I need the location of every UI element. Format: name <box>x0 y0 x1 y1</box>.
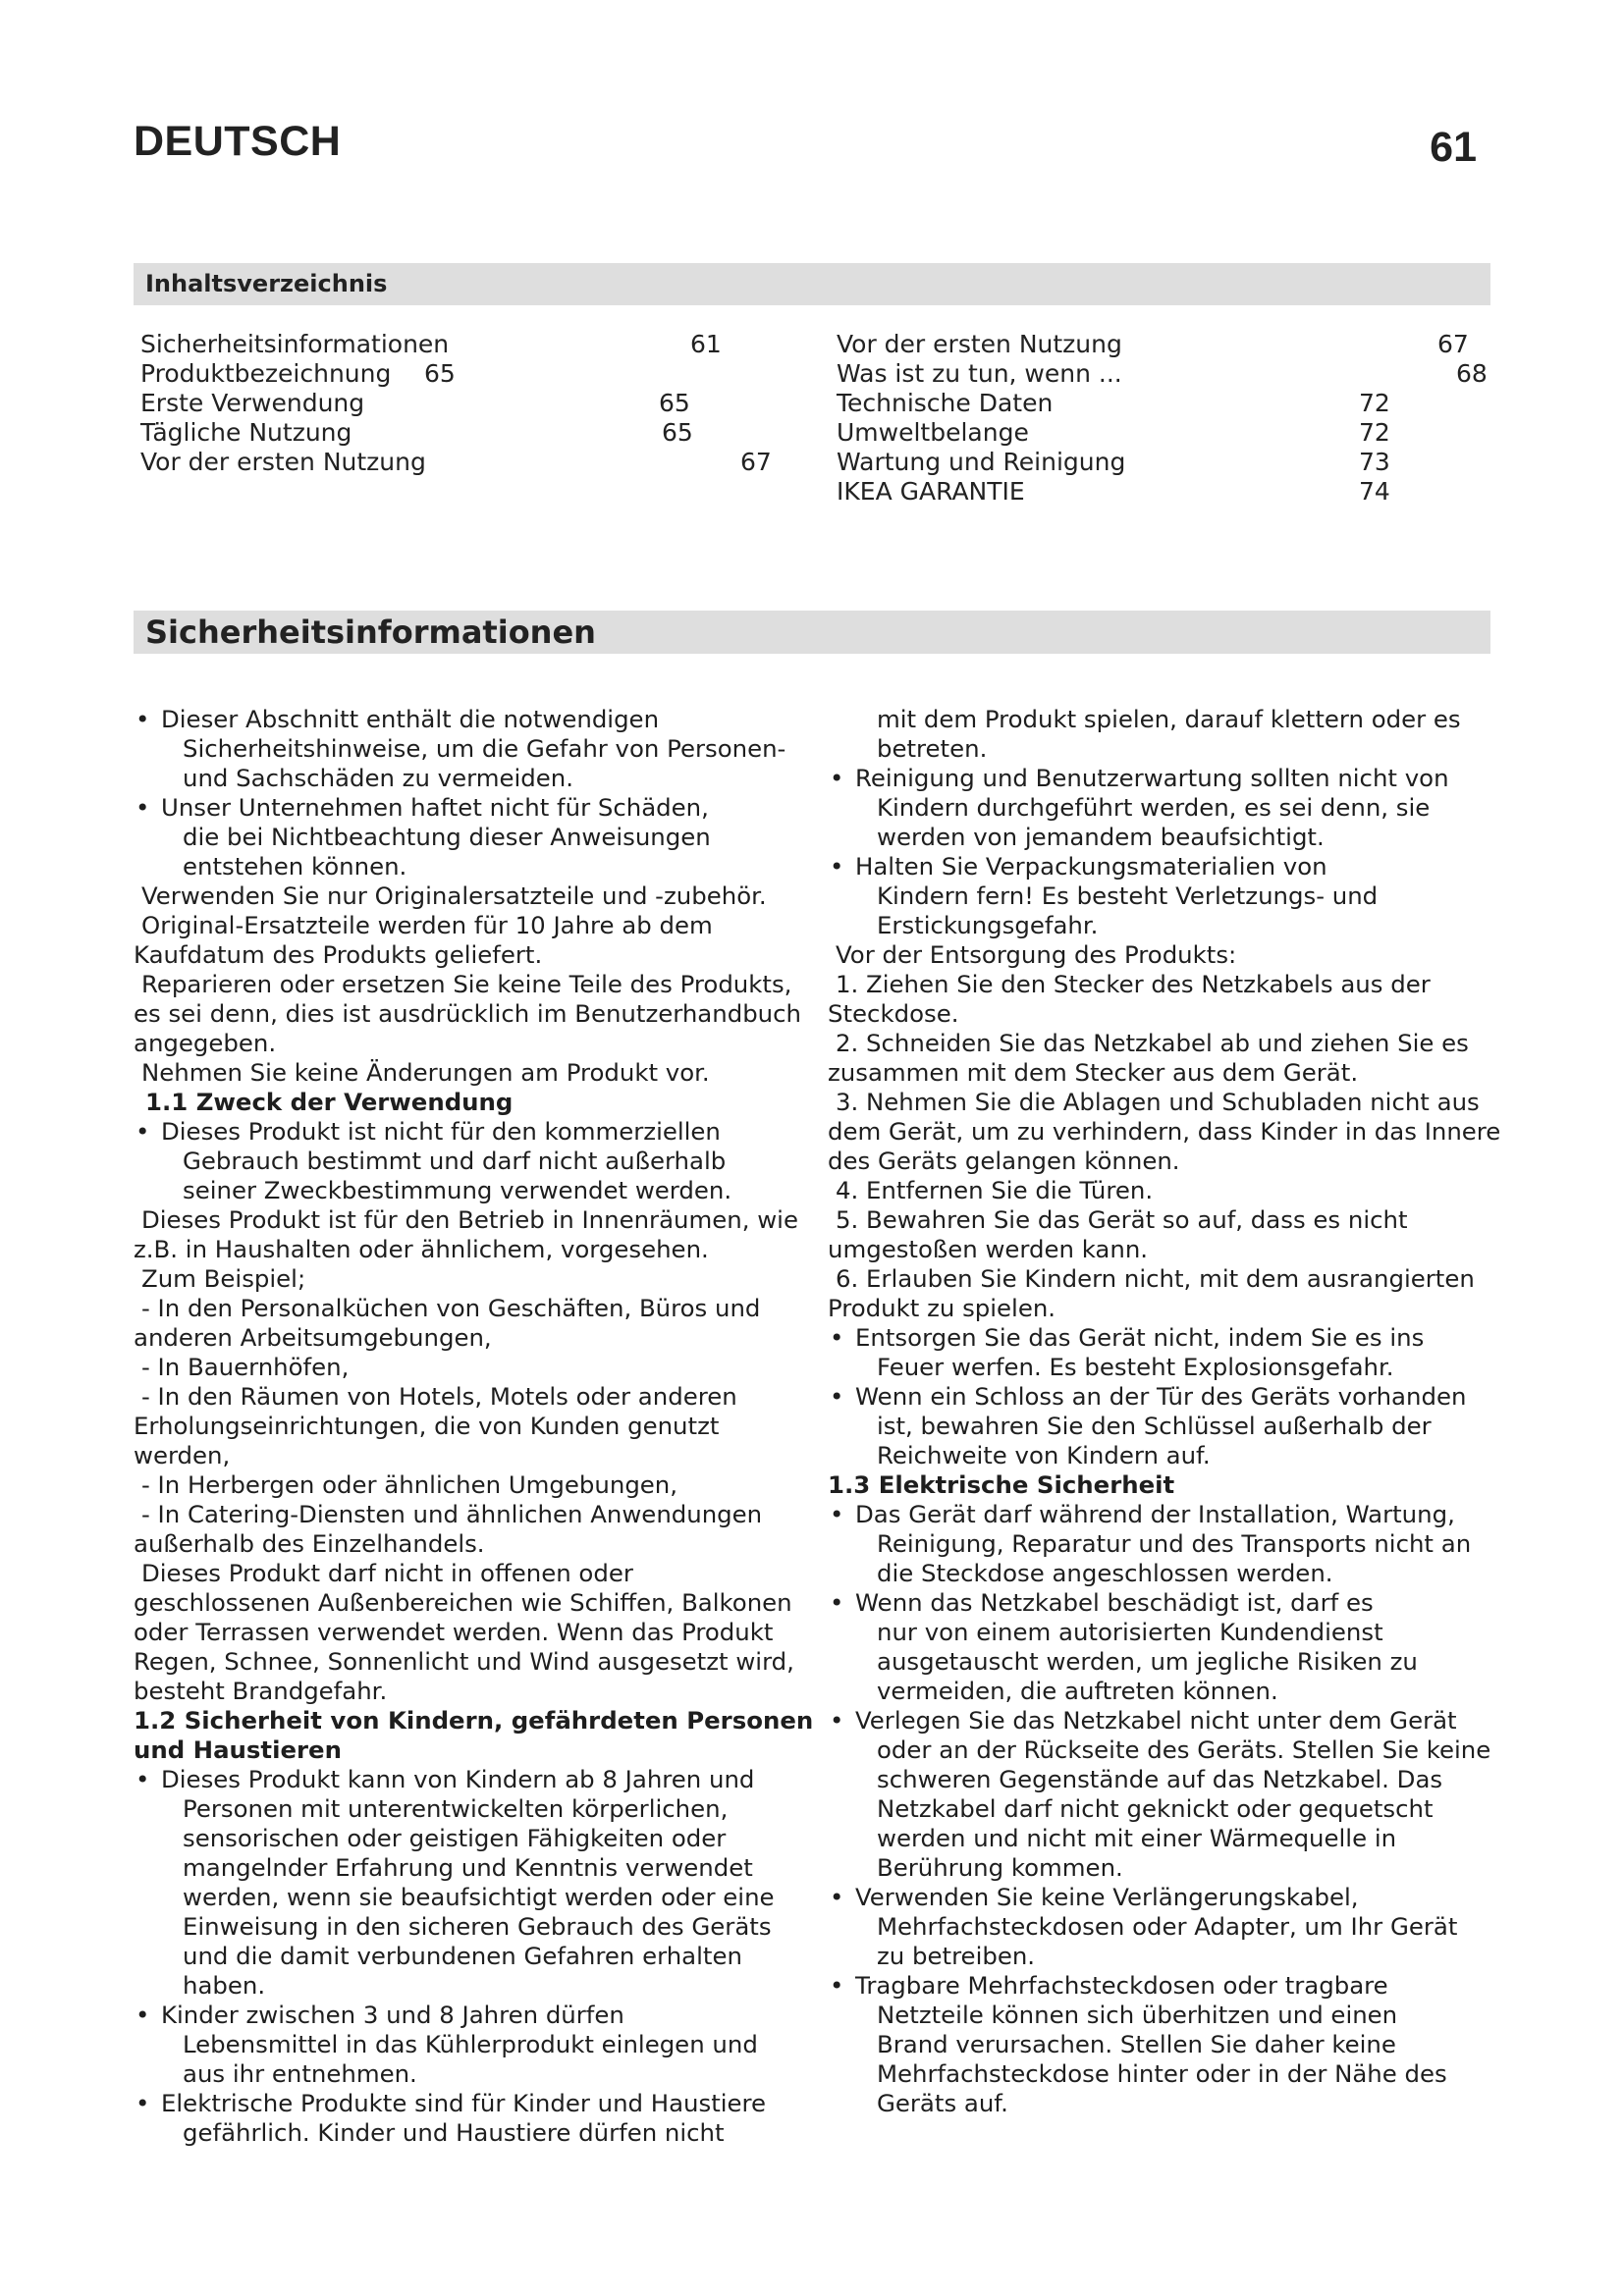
toc-right-column <box>837 330 1490 507</box>
bullet-icon: • <box>830 764 844 792</box>
page-number: 61 <box>1430 124 1477 171</box>
bullet-text: Netzteile können sich überhitzen und einen <box>877 2001 1398 2029</box>
bullet-text: werden, wenn sie beaufsichtigt werden oder eine <box>183 1883 775 1911</box>
toc-entry-label: Erste Verwendung <box>140 389 365 417</box>
toc-entry-page: 67 <box>740 448 772 476</box>
toc-entry-page: 61 <box>690 330 722 358</box>
bullet-text: schweren Gegenstände auf das Netzkabel. Das <box>877 1765 1443 1793</box>
paragraph-line: z.B. in Haushalten oder ähnlichem, vorgesehen. <box>134 1235 709 1263</box>
toc-entry[interactable] <box>837 477 1490 507</box>
bullet-text: Berührung kommen. <box>877 1853 1123 1882</box>
paragraph-line: Verwenden Sie nur Originalersatzteile und -zubehör. <box>141 881 767 910</box>
toc-entry[interactable] <box>837 330 1490 359</box>
bullet-text: Wenn das Netzkabel beschädigt ist, darf es <box>855 1588 1374 1617</box>
bullet-text: ist, bewahren Sie den Schlüssel außerhalb der <box>877 1412 1432 1440</box>
toc-entry-label: Sicherheitsinformationen <box>140 330 450 358</box>
paragraph-line: geschlossenen Außenbereichen wie Schiffen, Balkonen <box>134 1588 792 1617</box>
paragraph-line: - In Herbergen oder ähnlichen Umgebungen, <box>141 1470 678 1499</box>
bullet-text: Feuer werfen. Es besteht Explosionsgefahr. <box>877 1353 1394 1381</box>
bullet-text: Halten Sie Verpackungsmaterialien von <box>855 852 1327 881</box>
bullet-text: Das Gerät darf während der Installation, Wartung, <box>855 1500 1455 1528</box>
toc-entry-label: Technische Daten <box>837 389 1054 417</box>
bullet-item <box>828 1706 1505 1883</box>
paragraph-line: des Geräts gelangen können. <box>828 1147 1180 1175</box>
subsection-heading: 1.2 Sicherheit von Kindern, gefährdeten Personen <box>134 1706 814 1735</box>
toc-entry-page: 65 <box>659 389 690 417</box>
toc-entry-label: Umweltbelange <box>837 418 1029 447</box>
bullet-text: Netzkabel darf nicht geknickt oder gequetscht <box>877 1794 1434 1823</box>
paragraph-line: Produkt zu spielen. <box>828 1294 1056 1322</box>
bullet-item <box>828 1382 1505 1470</box>
bullet-text: und Sachschäden zu vermeiden. <box>183 764 573 792</box>
bullet-item <box>828 764 1505 852</box>
bullet-text: Lebensmittel in das Kühlerprodukt einlegen und <box>183 2030 758 2058</box>
paragraph-line: Zum Beispiel; <box>141 1264 306 1293</box>
toc-entry-page: 74 <box>1359 477 1390 506</box>
bullet-text: zu betreiben. <box>877 1942 1036 1970</box>
toc-entry[interactable] <box>837 389 1490 418</box>
bullet-text: mangelnder Erfahrung und Kenntnis verwendet <box>183 1853 753 1882</box>
bullet-text: Geräts auf. <box>877 2089 1008 2117</box>
bullet-text: die Steckdose angeschlossen werden. <box>877 1559 1333 1587</box>
bullet-text: nur von einem autorisierten Kundendienst <box>877 1618 1383 1646</box>
paragraph-line: anderen Arbeitsumgebungen, <box>134 1323 492 1352</box>
subsection-heading: 1.3 Elektrische Sicherheit <box>828 1470 1175 1499</box>
paragraph-line: oder Terrassen verwendet werden. Wenn das Produkt <box>134 1618 774 1646</box>
toc-title: Inhaltsverzeichnis <box>134 263 1490 305</box>
bullet-item <box>134 705 816 793</box>
toc-entry-label: IKEA GARANTIE <box>837 477 1025 506</box>
bullet-text: Gebrauch bestimmt und darf nicht außerhalb <box>183 1147 727 1175</box>
paragraph-line: 4. Entfernen Sie die Türen. <box>836 1176 1154 1204</box>
bullet-text: Wenn ein Schloss an der Tür des Geräts vorhanden <box>855 1382 1467 1411</box>
toc-entry-label: Wartung und Reinigung <box>837 448 1126 476</box>
bullet-text: Personen mit unterentwickelten körperlichen, <box>183 1794 729 1823</box>
toc-entry[interactable] <box>837 448 1490 477</box>
toc-entry[interactable] <box>140 448 772 477</box>
paragraph-line: Regen, Schnee, Sonnenlicht und Wind ausgesetzt wird, <box>134 1647 794 1676</box>
toc-entry[interactable] <box>140 418 769 448</box>
bullet-item <box>828 852 1505 940</box>
paragraph-line: besteht Brandgefahr. <box>134 1677 388 1705</box>
bullet-item <box>828 1883 1505 1971</box>
bullet-icon: • <box>830 1382 844 1411</box>
bullet-item <box>134 793 816 881</box>
toc-entry-label: Tägliche Nutzung <box>140 418 352 447</box>
paragraph-line: angegeben. <box>134 1029 277 1057</box>
paragraph-line: Erholungseinrichtungen, die von Kunden genutzt <box>134 1412 720 1440</box>
bullet-text: und die damit verbundenen Gefahren erhalten <box>183 1942 742 1970</box>
bullet-text: Reinigung, Reparatur und des Transports nicht an <box>877 1529 1472 1558</box>
bullet-icon: • <box>135 2001 150 2029</box>
bullet-text: Sicherheitshinweise, um die Gefahr von Personen- <box>183 734 786 763</box>
toc-entry-label: Vor der ersten Nutzung <box>837 330 1122 358</box>
bullet-text: Kindern durchgeführt werden, es sei denn, sie <box>877 793 1431 822</box>
bullet-text: Brand verursachen. Stellen Sie daher keine <box>877 2030 1396 2058</box>
toc-entry-page: 67 <box>1437 330 1469 358</box>
bullet-text: Entsorgen Sie das Gerät nicht, indem Sie es ins <box>855 1323 1425 1352</box>
safety-right-column <box>828 705 1505 2118</box>
bullet-item <box>828 1323 1505 1382</box>
subsection-heading: und Haustieren <box>134 1735 342 1764</box>
toc-entry-page: 72 <box>1359 418 1390 447</box>
bullet-text: werden und nicht mit einer Wärmequelle in <box>877 1824 1397 1852</box>
paragraph-line: Dieses Produkt ist für den Betrieb in Innenräumen, wie <box>141 1205 798 1234</box>
bullet-text: entstehen können. <box>183 852 407 881</box>
toc-entry-page: 65 <box>424 359 456 388</box>
bullet-icon: • <box>135 2089 150 2117</box>
bullet-text: Reinigung und Benutzerwartung sollten nicht von <box>855 764 1449 792</box>
toc-entry[interactable] <box>837 418 1490 448</box>
bullet-icon: • <box>830 1323 844 1352</box>
toc-entry-page: 65 <box>662 418 693 447</box>
toc-entry[interactable] <box>837 359 1490 389</box>
bullet-icon: • <box>135 705 150 733</box>
paragraph-line: 5. Bewahren Sie das Gerät so auf, dass es nicht <box>836 1205 1408 1234</box>
bullet-text: aus ihr entnehmen. <box>183 2059 417 2088</box>
subsection-heading: 1.1 Zweck der Verwendung <box>145 1088 514 1116</box>
toc-entry[interactable] <box>140 389 769 418</box>
paragraph-line: Nehmen Sie keine Änderungen am Produkt vor. <box>141 1058 710 1087</box>
paragraph-line: Dieses Produkt darf nicht in offenen oder <box>141 1559 633 1587</box>
paragraph-line: - In den Räumen von Hotels, Motels oder anderen <box>141 1382 737 1411</box>
bullet-text: Erstickungsgefahr. <box>877 911 1099 939</box>
bullet-text: Einweisung in den sicheren Gebrauch des Geräts <box>183 1912 772 1941</box>
bullet-item <box>134 1765 816 2001</box>
bullet-icon: • <box>830 1588 844 1617</box>
bullet-text: vermeiden, die auftreten können. <box>877 1677 1278 1705</box>
paragraph-line: Kaufdatum des Produkts geliefert. <box>134 940 543 969</box>
bullet-item <box>828 1971 1505 2118</box>
bullet-icon: • <box>830 852 844 881</box>
toc-entry-label: Was ist zu tun, wenn ... <box>837 359 1122 388</box>
toc-entry[interactable] <box>140 330 769 359</box>
paragraph-line: Reparieren oder ersetzen Sie keine Teile des Produkts, <box>141 970 792 998</box>
bullet-icon: • <box>135 793 150 822</box>
paragraph-line: mit dem Produkt spielen, darauf klettern oder es <box>877 705 1461 733</box>
bullet-icon: • <box>830 1883 844 1911</box>
bullet-text: Unser Unternehmen haftet nicht für Schäden, <box>161 793 709 822</box>
bullet-text: Dieser Abschnitt enthält die notwendigen <box>161 705 660 733</box>
paragraph-line: 2. Schneiden Sie das Netzkabel ab und ziehen Sie es <box>836 1029 1469 1057</box>
bullet-text: Dieses Produkt kann von Kindern ab 8 Jahren und <box>161 1765 755 1793</box>
toc-entry-page: 72 <box>1359 389 1390 417</box>
toc-entry-page: 73 <box>1359 448 1390 476</box>
paragraph-line: 6. Erlauben Sie Kindern nicht, mit dem ausrangierten <box>836 1264 1475 1293</box>
paragraph-line: 3. Nehmen Sie die Ablagen und Schubladen nicht aus <box>836 1088 1480 1116</box>
paragraph-line: umgestoßen werden kann. <box>828 1235 1149 1263</box>
paragraph-line: dem Gerät, um zu verhindern, dass Kinder in das Innere <box>828 1117 1501 1146</box>
paragraph-line: es sei denn, dies ist ausdrücklich im Benutzerhandbuch <box>134 999 802 1028</box>
bullet-icon: • <box>830 1706 844 1735</box>
bullet-icon: • <box>830 1500 844 1528</box>
bullet-item <box>134 2001 816 2089</box>
bullet-item <box>828 1588 1505 1706</box>
toc-entry[interactable] <box>140 359 769 389</box>
paragraph-line: zusammen mit dem Stecker aus dem Gerät. <box>828 1058 1359 1087</box>
bullet-text: Mehrfachsteckdose hinter oder in der Nähe des <box>877 2059 1447 2088</box>
section-title: Sicherheitsinformationen <box>134 611 1490 654</box>
paragraph-line: - In den Personalküchen von Geschäften, Büros und <box>141 1294 761 1322</box>
bullet-text: Tragbare Mehrfachsteckdosen oder tragbare <box>855 1971 1388 2000</box>
paragraph-line: betreten. <box>877 734 988 763</box>
bullet-icon: • <box>135 1117 150 1146</box>
toc-entry-label: Vor der ersten Nutzung <box>140 448 426 476</box>
paragraph-line: werden, <box>134 1441 231 1469</box>
paragraph-line: Steckdose. <box>828 999 959 1028</box>
paragraph-line: außerhalb des Einzelhandels. <box>134 1529 485 1558</box>
toc-entry-page: 68 <box>1456 359 1488 388</box>
bullet-icon: • <box>135 1765 150 1793</box>
bullet-text: haben. <box>183 1971 266 2000</box>
bullet-item <box>134 1117 816 1205</box>
bullet-text: ausgetauscht werden, um jegliche Risiken zu <box>877 1647 1418 1676</box>
bullet-text: seiner Zweckbestimmung verwendet werden. <box>183 1176 732 1204</box>
bullet-text: Dieses Produkt ist nicht für den kommerziellen <box>161 1117 721 1146</box>
bullet-text: Kindern fern! Es besteht Verletzungs- und <box>877 881 1379 910</box>
bullet-text: Kinder zwischen 3 und 8 Jahren dürfen <box>161 2001 624 2029</box>
bullet-text: Elektrische Produkte sind für Kinder und Haustiere <box>161 2089 767 2117</box>
bullet-icon: • <box>830 1971 844 2000</box>
bullet-text: Reichweite von Kindern auf. <box>877 1441 1211 1469</box>
bullet-text: Mehrfachsteckdosen oder Adapter, um Ihr Gerät <box>877 1912 1458 1941</box>
toc-entry-label: Produktbezeichnung <box>140 359 392 388</box>
paragraph-line: - In Bauernhöfen, <box>141 1353 350 1381</box>
paragraph-line: 1. Ziehen Sie den Stecker des Netzkabels aus der <box>836 970 1431 998</box>
bullet-text: oder an der Rückseite des Geräts. Stellen Sie keine <box>877 1735 1491 1764</box>
bullet-text: die bei Nichtbeachtung dieser Anweisungen <box>183 823 711 851</box>
bullet-text: sensorischen oder geistigen Fähigkeiten oder <box>183 1824 727 1852</box>
paragraph-line: Original-Ersatzteile werden für 10 Jahre ab dem <box>141 911 713 939</box>
bullet-text: Verlegen Sie das Netzkabel nicht unter dem Gerät <box>855 1706 1457 1735</box>
bullet-item <box>828 1500 1505 1588</box>
paragraph-line: Vor der Entsorgung des Produkts: <box>836 940 1237 969</box>
toc-left-column <box>140 330 772 477</box>
bullet-text: gefährlich. Kinder und Haustiere dürfen nicht <box>183 2118 725 2147</box>
bullet-item <box>134 2089 816 2148</box>
bullet-text: Verwenden Sie keine Verlängerungskabel, <box>855 1883 1359 1911</box>
language-heading: DEUTSCH <box>134 118 342 165</box>
safety-left-column <box>134 705 816 2148</box>
paragraph-line: - In Catering-Diensten und ähnlichen Anwendungen <box>141 1500 763 1528</box>
bullet-text: werden von jemandem beaufsichtigt. <box>877 823 1325 851</box>
